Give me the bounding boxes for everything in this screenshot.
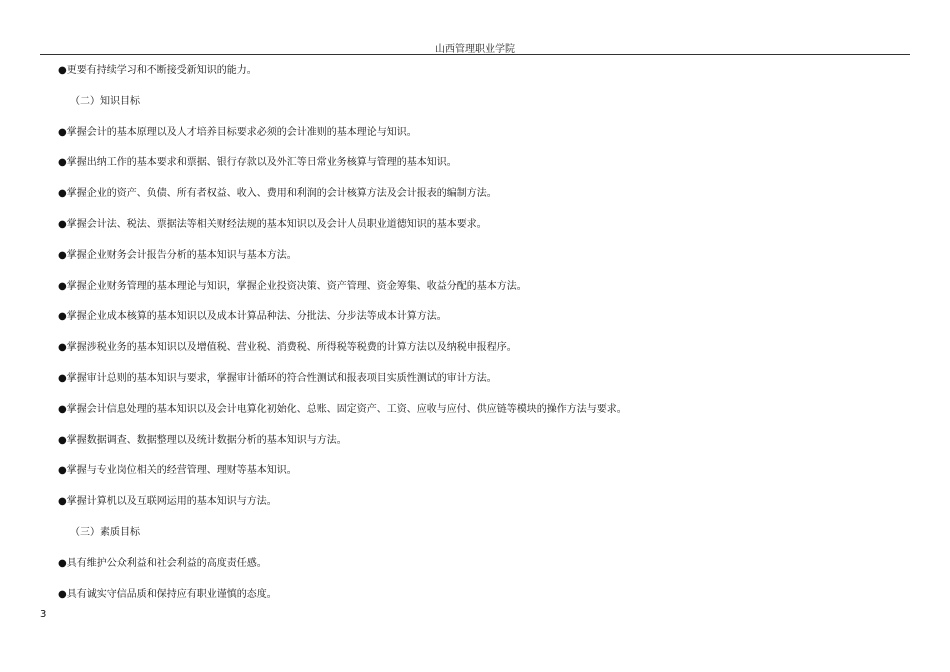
page-number: 3 [40,609,47,620]
bullet-line: ●掌握企业的资产、负债、所有者权益、收入、费用和利润的会计核算方法及会计报表的编制方法。 [58,188,497,200]
bullet-line: ●掌握企业财务会计报告分析的基本知识与基本方法。 [58,249,297,261]
section-heading: （二）知识目标 [70,95,140,107]
bullet-line: ●掌握审计总则的基本知识与要求，掌握审计循环的符合性测试和报表项目实质性测试的审计方法。 [58,372,497,384]
bullet-line: ●掌握企业财务管理的基本理论与知识，掌握企业投资决策、资产管理、资金筹集、收益分配的基本方法。 [58,280,527,292]
bullet-line: ●更要有持续学习和不断接受新知识的能力。 [58,65,257,76]
document-body [58,64,918,618]
section-heading: （三）素质目标 [70,526,140,538]
bullet-line: ●掌握会计法、税法、票据法等相关财经法规的基本知识以及会计人员职业道德知识的基本要求。 [58,218,487,230]
bullet-line: ●掌握企业成本核算的基本知识以及成本计算品种法、分批法、分步法等成本计算方法。 [58,311,447,323]
bullet-line: ●掌握涉税业务的基本知识以及增值税、营业税、消费税、所得税等税费的计算方法以及纳税申报程序。 [58,342,517,354]
bullet-line: ●掌握计算机以及互联网运用的基本知识与方法。 [58,496,277,508]
bullet-line: ●具有维护公众利益和社会利益的高度责任感。 [58,557,267,569]
bullet-line: ●掌握与专业岗位相关的经营管理、理财等基本知识。 [58,465,297,477]
bullet-line: ●掌握会计信息处理的基本知识以及会计电算化初始化、总账、固定资产、工资、应收与应付、供应链等模块的操作方法与要求。 [58,403,627,415]
page-header-title: 山西管理职业学院 [435,44,515,55]
header-divider [40,54,910,55]
bullet-line: ●具有诚实守信品质和保持应有职业谨慎的态度。 [58,588,277,600]
bullet-line: ●掌握会计的基本原理以及人才培养目标要求必须的会计准则的基本理论与知识。 [58,126,417,138]
bullet-line: ●掌握数据调查、数据整理以及统计数据分析的基本知识与方法。 [58,434,347,446]
bullet-line: ●掌握出纳工作的基本要求和票据、银行存款以及外汇等日常业务核算与管理的基本知识。 [58,157,457,169]
